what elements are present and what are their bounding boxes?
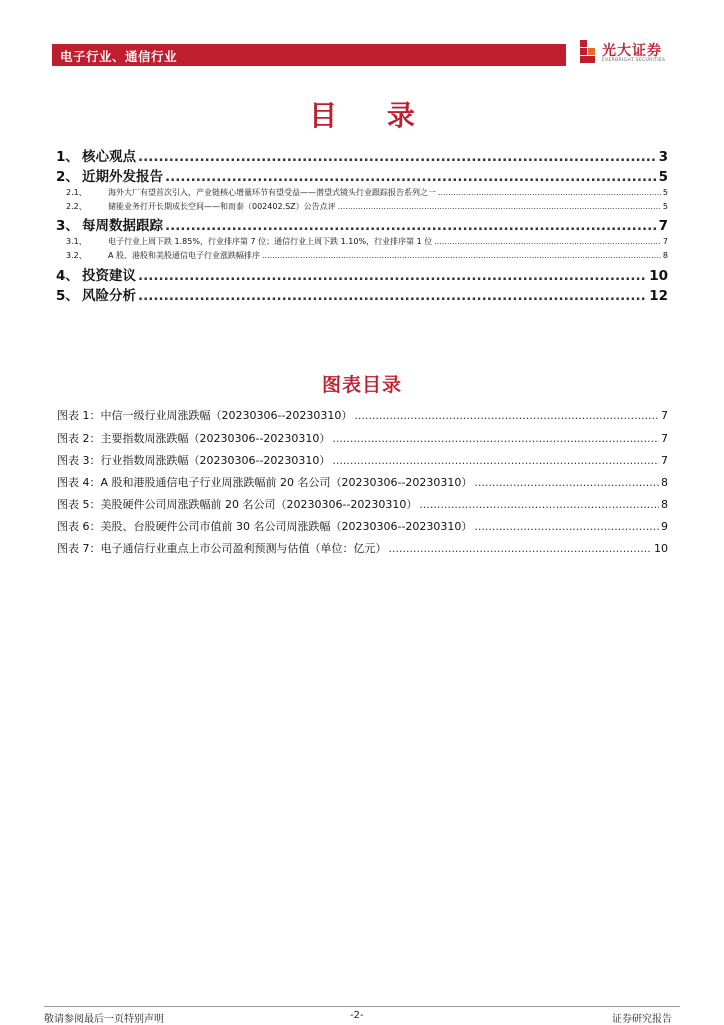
figure-item[interactable] xyxy=(57,407,668,423)
toc-subitem[interactable] xyxy=(56,236,668,247)
toc-item-page: 10 xyxy=(649,268,668,284)
figure-leader xyxy=(419,498,659,511)
toc-leader xyxy=(438,188,661,197)
toc-item-number: 3、 xyxy=(56,218,79,234)
toc-item[interactable] xyxy=(56,145,668,165)
figure-leader xyxy=(389,542,653,555)
figure-item[interactable] xyxy=(57,540,668,556)
toc-item-number: 2.1、 xyxy=(66,188,87,197)
figure-item-page: 7 xyxy=(661,432,668,445)
figure-item-page: 10 xyxy=(654,542,668,555)
figure-item-label: 图表 6：美股、台股硬件公司市值前 30 名公司周涨跌幅（20230306--20230310） xyxy=(57,520,473,533)
toc-leader xyxy=(434,237,661,246)
figure-item-label: 图表 7：电子通信行业重点上市公司盈利预测与估值（单位：亿元） xyxy=(57,542,387,555)
toc-subitem[interactable] xyxy=(56,250,668,261)
toc-item-number: 3.2、 xyxy=(66,251,87,260)
figure-item-page: 8 xyxy=(661,476,668,489)
toc-item-page: 12 xyxy=(649,288,668,304)
figure-leader xyxy=(332,432,659,445)
figure-leader xyxy=(354,409,659,422)
header-category: 电子行业、通信行业 xyxy=(60,49,178,64)
toc-leader xyxy=(338,202,661,211)
figure-item-label: 图表 5：美股硬件公司周涨跌幅前 20 名公司（20230306--20230310） xyxy=(57,498,418,511)
toc-leader xyxy=(262,251,661,260)
toc-item-label: 近期外发报告 xyxy=(82,169,163,185)
toc-item-page: 3 xyxy=(658,149,668,165)
toc-item-number: 2、 xyxy=(56,169,79,185)
figure-item-page: 9 xyxy=(661,520,668,533)
toc-title: 目 录 xyxy=(309,99,435,132)
brand-name-en: EVERBRIGHT SECURITIES xyxy=(602,58,666,63)
toc-leader xyxy=(138,288,647,304)
toc-item-page: 7 xyxy=(658,218,668,234)
figure-item-label: 图表 3：行业指数周涨跌幅（20230306--20230310） xyxy=(57,454,331,467)
footer-report-type: 证券研究报告 xyxy=(612,1014,672,1025)
toc-item[interactable] xyxy=(56,284,668,304)
figure-item[interactable] xyxy=(57,430,668,446)
toc-item-label: 投资建议 xyxy=(82,268,136,284)
brand-mark-icon xyxy=(580,40,596,64)
toc-item-label: 核心观点 xyxy=(82,149,136,165)
figure-leader xyxy=(332,454,659,467)
toc-leader xyxy=(138,268,647,284)
figure-leader xyxy=(474,520,659,533)
figure-item[interactable] xyxy=(57,474,668,490)
toc-item-number: 1、 xyxy=(56,149,79,165)
figure-item-page: 7 xyxy=(661,409,668,422)
figure-item[interactable] xyxy=(57,518,668,534)
toc-leader xyxy=(138,149,657,165)
toc-item-label: 每周数据跟踪 xyxy=(82,218,163,234)
toc-leader xyxy=(165,169,657,185)
figure-item-label: 图表 2：主要指数周涨跌幅（20230306--20230310） xyxy=(57,432,331,445)
toc-item-page: 5 xyxy=(658,169,668,185)
figure-item-page: 8 xyxy=(661,498,668,511)
toc-item-page: 5 xyxy=(662,188,668,197)
footer-disclaimer: 敬请参阅最后一页特别声明 xyxy=(44,1014,164,1025)
toc-subitem[interactable] xyxy=(56,187,668,198)
toc-item[interactable] xyxy=(56,165,668,185)
footer-divider xyxy=(44,1006,680,1007)
toc-item-label: 电子行业上周下跌 1.85%，行业排序第 7 位；通信行业上周下跌 1.10%，行业排序第 1 位 xyxy=(108,237,433,246)
figures-title: 图表目录 xyxy=(321,374,402,396)
figure-item-label: 图表 4：A 股和港股通信电子行业周涨跌幅前 20 名公司（20230306--20230310） xyxy=(57,476,473,489)
toc-item-number: 4、 xyxy=(56,268,79,284)
toc-item-label: 海外大厂有望首次引入，产业链核心增量环节有望受益——潜望式镜头行业跟踪报告系列之一 xyxy=(108,188,436,197)
figure-item-page: 7 xyxy=(661,454,668,467)
figure-leader xyxy=(474,476,659,489)
figure-item[interactable] xyxy=(57,496,668,512)
brand-logo xyxy=(580,38,680,68)
toc-subitem[interactable] xyxy=(56,201,668,212)
footer-page-number: -2- xyxy=(350,1010,364,1021)
toc-item-label: A 股、港股和美股通信电子行业涨跌幅排序 xyxy=(108,251,261,260)
toc-item[interactable] xyxy=(56,214,668,234)
toc-item[interactable] xyxy=(56,264,668,284)
figure-item[interactable] xyxy=(57,452,668,468)
toc-item-number: 5、 xyxy=(56,288,79,304)
toc-leader xyxy=(165,218,657,234)
figure-item-label: 图表 1：中信一级行业周涨跌幅（20230306--20230310） xyxy=(57,409,353,422)
toc-item-page: 5 xyxy=(662,202,668,211)
toc-item-label: 储能业务打开长期成长空间——和而泰（002402.SZ）公告点评 xyxy=(108,202,336,211)
toc-item-number: 2.2、 xyxy=(66,202,87,211)
toc-item-page: 7 xyxy=(662,237,668,246)
toc-item-number: 3.1、 xyxy=(66,237,87,246)
toc-item-page: 8 xyxy=(662,251,668,260)
toc-item-label: 风险分析 xyxy=(82,288,136,304)
brand-name: 光大证券 xyxy=(602,43,662,59)
